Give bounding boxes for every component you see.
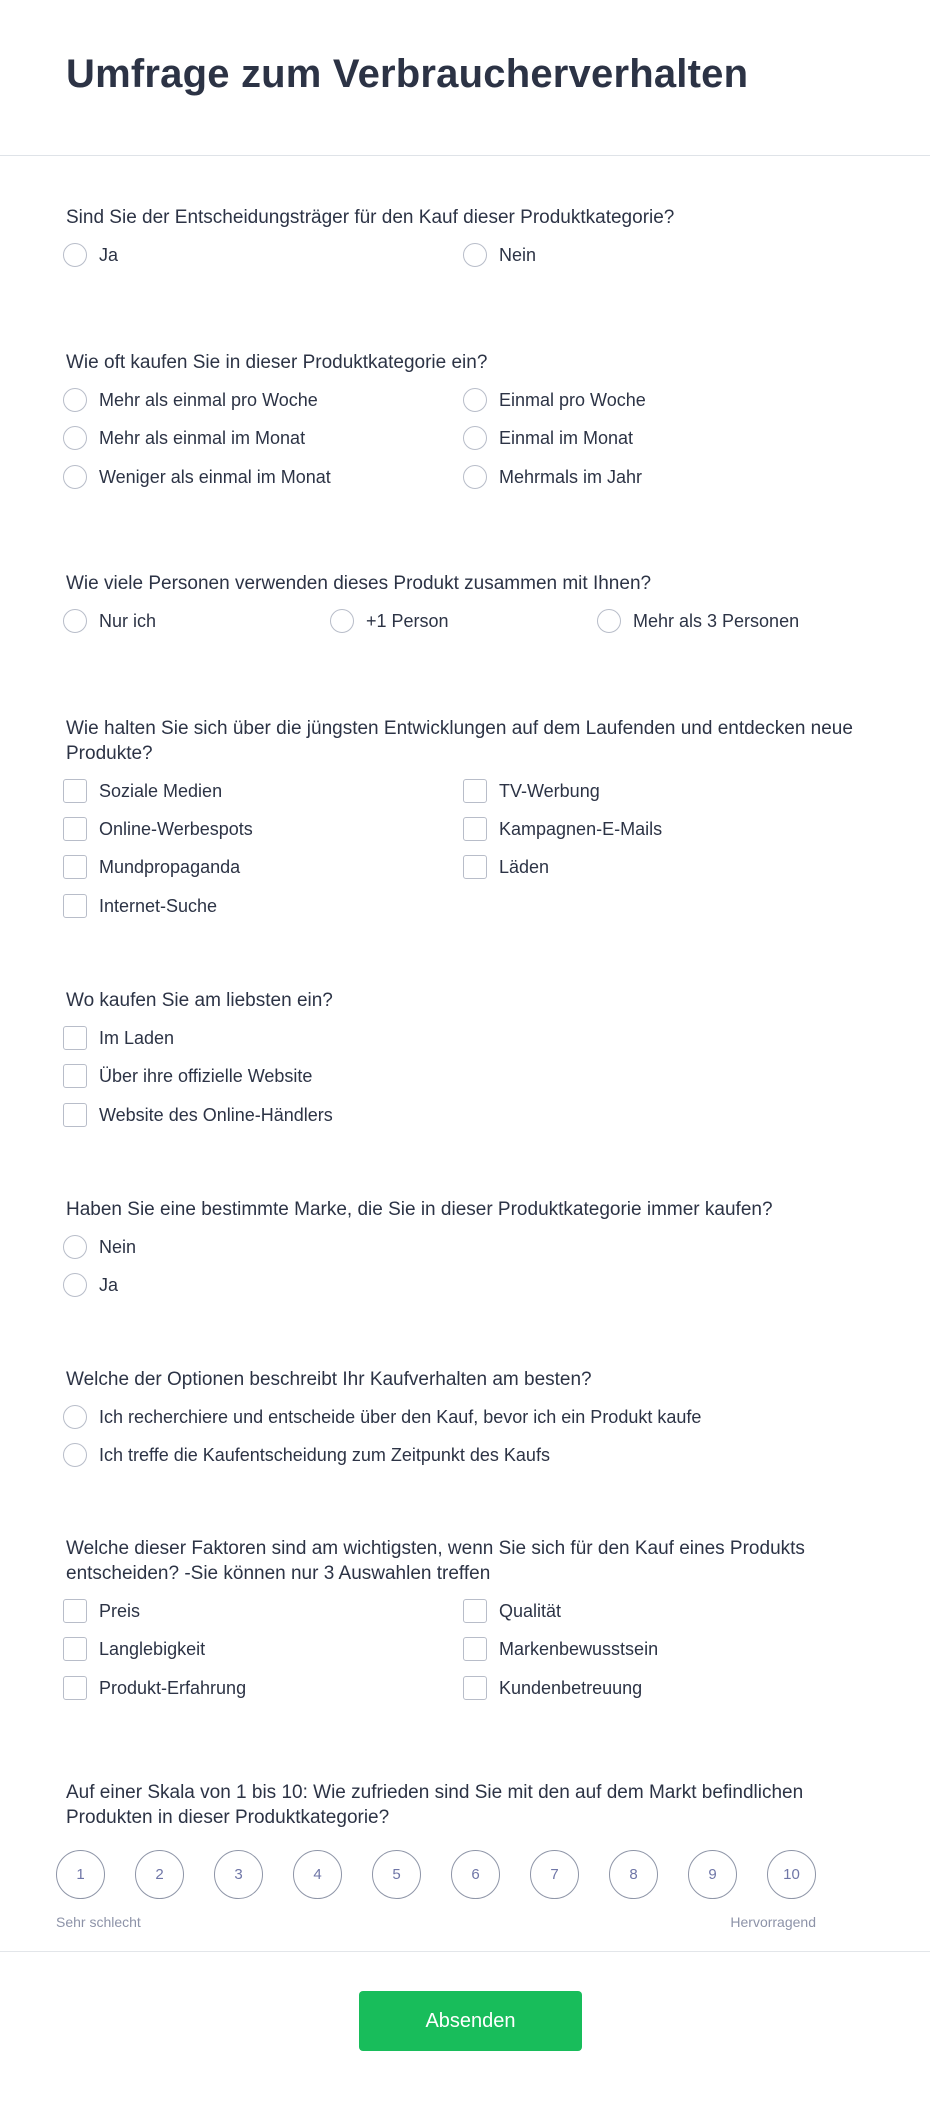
option-more-than-monthly[interactable] bbox=[63, 425, 305, 451]
question-buying-behavior bbox=[66, 1367, 866, 1464]
radio-button[interactable] bbox=[330, 609, 354, 633]
form-header bbox=[0, 0, 930, 156]
checkbox[interactable] bbox=[63, 1064, 87, 1088]
scale-option-7[interactable]: 7 bbox=[530, 1850, 579, 1899]
option-label: Einmal pro Woche bbox=[499, 389, 646, 410]
radio-button[interactable] bbox=[63, 1235, 87, 1259]
question-preferred-shop bbox=[66, 988, 866, 1125]
radio-button[interactable] bbox=[63, 388, 87, 412]
question-purchase-factors bbox=[66, 1536, 866, 1698]
option-more-than-weekly[interactable] bbox=[63, 387, 318, 413]
option-label: Langlebigkeit bbox=[99, 1638, 206, 1659]
option-label: Mehrmals im Jahr bbox=[499, 466, 643, 487]
question-title: Haben Sie eine bestimmte Marke, die Sie in dieser Produktkategorie immer kaufen? bbox=[66, 1199, 773, 1220]
option-monthly[interactable] bbox=[463, 425, 633, 451]
option-label: TV-Werbung bbox=[499, 780, 600, 801]
checkbox[interactable] bbox=[63, 1026, 87, 1050]
scale-option-8[interactable]: 8 bbox=[609, 1850, 658, 1899]
option-label: Ich recherchiere und entscheide über den Kauf, bevor ich ein Produkt kaufe bbox=[99, 1406, 702, 1427]
option-less-than-monthly[interactable] bbox=[63, 464, 331, 490]
footer-divider bbox=[0, 1951, 930, 1952]
scale-option-6[interactable]: 6 bbox=[451, 1850, 500, 1899]
question-title: Wo kaufen Sie am liebsten ein? bbox=[66, 990, 333, 1011]
question-satisfaction-scale bbox=[66, 1780, 866, 1830]
option-online-retailer[interactable] bbox=[63, 1102, 333, 1128]
checkbox[interactable] bbox=[463, 1599, 487, 1623]
question-title: Welche der Optionen beschreibt Ihr Kaufverhalten am besten? bbox=[66, 1369, 592, 1390]
checkbox[interactable] bbox=[63, 1676, 87, 1700]
option-label: Mehr als einmal pro Woche bbox=[99, 389, 318, 410]
option-label: Nein bbox=[499, 244, 537, 265]
option-label: Soziale Medien bbox=[99, 780, 223, 801]
question-title: Welche dieser Faktoren sind am wichtigsten, wenn Sie sich für den Kauf eines Produkts entscheiden? -Sie können nur 3 Auswahlen treffen bbox=[66, 1538, 805, 1584]
option-label: Läden bbox=[499, 856, 550, 877]
option-plus-one[interactable] bbox=[330, 608, 449, 634]
option-decide-at-purchase[interactable] bbox=[63, 1442, 550, 1468]
option-label: Online-Werbespots bbox=[99, 818, 253, 839]
question-title: Wie halten Sie sich über die jüngsten Entwicklungen auf dem Laufenden und entdecken neue Produkte? bbox=[66, 718, 853, 764]
option-nein[interactable] bbox=[463, 242, 536, 268]
option-quality[interactable] bbox=[463, 1598, 561, 1624]
option-label: Mundpropaganda bbox=[99, 856, 241, 877]
option-nein[interactable] bbox=[63, 1234, 136, 1260]
option-label: +1 Person bbox=[366, 610, 449, 631]
option-label: Ich treffe die Kaufentscheidung zum Zeitpunkt des Kaufs bbox=[99, 1444, 550, 1465]
option-label: Nein bbox=[99, 1236, 137, 1257]
scale-option-9[interactable]: 9 bbox=[688, 1850, 737, 1899]
radio-button[interactable] bbox=[63, 1405, 87, 1429]
option-online-ads[interactable] bbox=[63, 816, 253, 842]
option-campaign-emails[interactable] bbox=[463, 816, 662, 842]
question-title: Wie oft kaufen Sie in dieser Produktkategorie ein? bbox=[66, 352, 488, 373]
radio-button[interactable] bbox=[63, 1273, 87, 1297]
question-number-of-users bbox=[66, 571, 866, 638]
radio-button[interactable] bbox=[63, 609, 87, 633]
option-price[interactable] bbox=[63, 1598, 140, 1624]
option-several-times-year[interactable] bbox=[463, 464, 642, 490]
option-customer-service[interactable] bbox=[463, 1675, 642, 1701]
radio-button[interactable] bbox=[463, 426, 487, 450]
option-word-of-mouth[interactable] bbox=[63, 854, 240, 880]
option-label: Nur ich bbox=[99, 610, 157, 631]
option-product-experience[interactable] bbox=[63, 1675, 246, 1701]
scale-option-3[interactable]: 3 bbox=[214, 1850, 263, 1899]
option-weekly[interactable] bbox=[463, 387, 646, 413]
radio-button[interactable] bbox=[63, 1443, 87, 1467]
option-label: Einmal im Monat bbox=[499, 427, 634, 448]
option-social-media[interactable] bbox=[63, 778, 222, 804]
option-label: Über ihre offizielle Website bbox=[99, 1065, 313, 1086]
option-label: Qualität bbox=[499, 1600, 562, 1621]
question-decision-maker bbox=[66, 205, 866, 272]
option-only-me[interactable] bbox=[63, 608, 156, 634]
checkbox[interactable] bbox=[63, 1103, 87, 1127]
question-purchase-frequency bbox=[66, 350, 866, 487]
option-in-store[interactable] bbox=[63, 1025, 174, 1051]
question-brand-loyalty bbox=[66, 1197, 866, 1294]
scale-low-label: Sehr schlecht bbox=[56, 1914, 141, 1930]
checkbox[interactable] bbox=[63, 817, 87, 841]
checkbox[interactable] bbox=[63, 1637, 87, 1661]
submit-button[interactable]: Absenden bbox=[359, 1991, 582, 2051]
checkbox[interactable] bbox=[463, 1676, 487, 1700]
scale-option-2[interactable]: 2 bbox=[135, 1850, 184, 1899]
option-label: Mehr als 3 Personen bbox=[633, 610, 800, 631]
option-brand-awareness[interactable] bbox=[463, 1636, 658, 1662]
option-ja[interactable] bbox=[63, 242, 118, 268]
option-label: Internet-Suche bbox=[99, 895, 218, 916]
question-title: Auf einer Skala von 1 bis 10: Wie zufrieden sind Sie mit den auf dem Markt befindlichen Produkten in dieser Produktkategorie? bbox=[66, 1782, 804, 1828]
option-label: Weniger als einmal im Monat bbox=[99, 466, 331, 487]
option-label: Produkt-Erfahrung bbox=[99, 1677, 247, 1698]
option-research-first[interactable] bbox=[63, 1404, 701, 1430]
option-more-than-three[interactable] bbox=[597, 608, 799, 634]
question-title: Wie viele Personen verwenden dieses Produkt zusammen mit Ihnen? bbox=[66, 573, 652, 594]
option-label: Kampagnen-E-Mails bbox=[499, 818, 663, 839]
scale-option-5[interactable]: 5 bbox=[372, 1850, 421, 1899]
checkbox[interactable] bbox=[463, 817, 487, 841]
option-official-website[interactable] bbox=[63, 1063, 312, 1089]
checkbox[interactable] bbox=[463, 1637, 487, 1661]
radio-button[interactable] bbox=[63, 465, 87, 489]
option-label: Website des Online-Händlers bbox=[99, 1104, 333, 1125]
option-label: Kundenbetreuung bbox=[499, 1677, 643, 1698]
option-label: Markenbewusstsein bbox=[499, 1638, 659, 1659]
radio-button[interactable] bbox=[597, 609, 621, 633]
radio-button[interactable] bbox=[463, 388, 487, 412]
checkbox[interactable] bbox=[463, 855, 487, 879]
checkbox[interactable] bbox=[63, 779, 87, 803]
radio-button[interactable] bbox=[463, 465, 487, 489]
question-title: Sind Sie der Entscheidungsträger für den Kauf dieser Produktkategorie? bbox=[66, 207, 675, 228]
radio-button[interactable] bbox=[63, 426, 87, 450]
radio-button[interactable] bbox=[63, 243, 87, 267]
question-information-sources bbox=[66, 716, 866, 916]
scale-option-10[interactable]: 10 bbox=[767, 1850, 816, 1899]
scale-high-label: Hervorragend bbox=[730, 1914, 816, 1930]
option-label: Preis bbox=[99, 1600, 141, 1621]
checkbox[interactable] bbox=[63, 1599, 87, 1623]
option-durability[interactable] bbox=[63, 1636, 205, 1662]
option-label: Mehr als einmal im Monat bbox=[99, 427, 306, 448]
scale-option-1[interactable]: 1 bbox=[56, 1850, 105, 1899]
option-label: Ja bbox=[99, 244, 119, 265]
scale-option-4[interactable]: 4 bbox=[293, 1850, 342, 1899]
radio-button[interactable] bbox=[463, 243, 487, 267]
checkbox[interactable] bbox=[63, 855, 87, 879]
checkbox[interactable] bbox=[463, 779, 487, 803]
option-label: Im Laden bbox=[99, 1027, 175, 1048]
checkbox[interactable] bbox=[63, 894, 87, 918]
form-title: Umfrage zum Verbraucherverhalten bbox=[66, 52, 749, 96]
option-label: Ja bbox=[99, 1274, 119, 1295]
option-tv-ads[interactable] bbox=[463, 778, 600, 804]
option-internet-search[interactable] bbox=[63, 893, 217, 919]
option-ja[interactable] bbox=[63, 1272, 118, 1298]
option-stores[interactable] bbox=[463, 854, 549, 880]
